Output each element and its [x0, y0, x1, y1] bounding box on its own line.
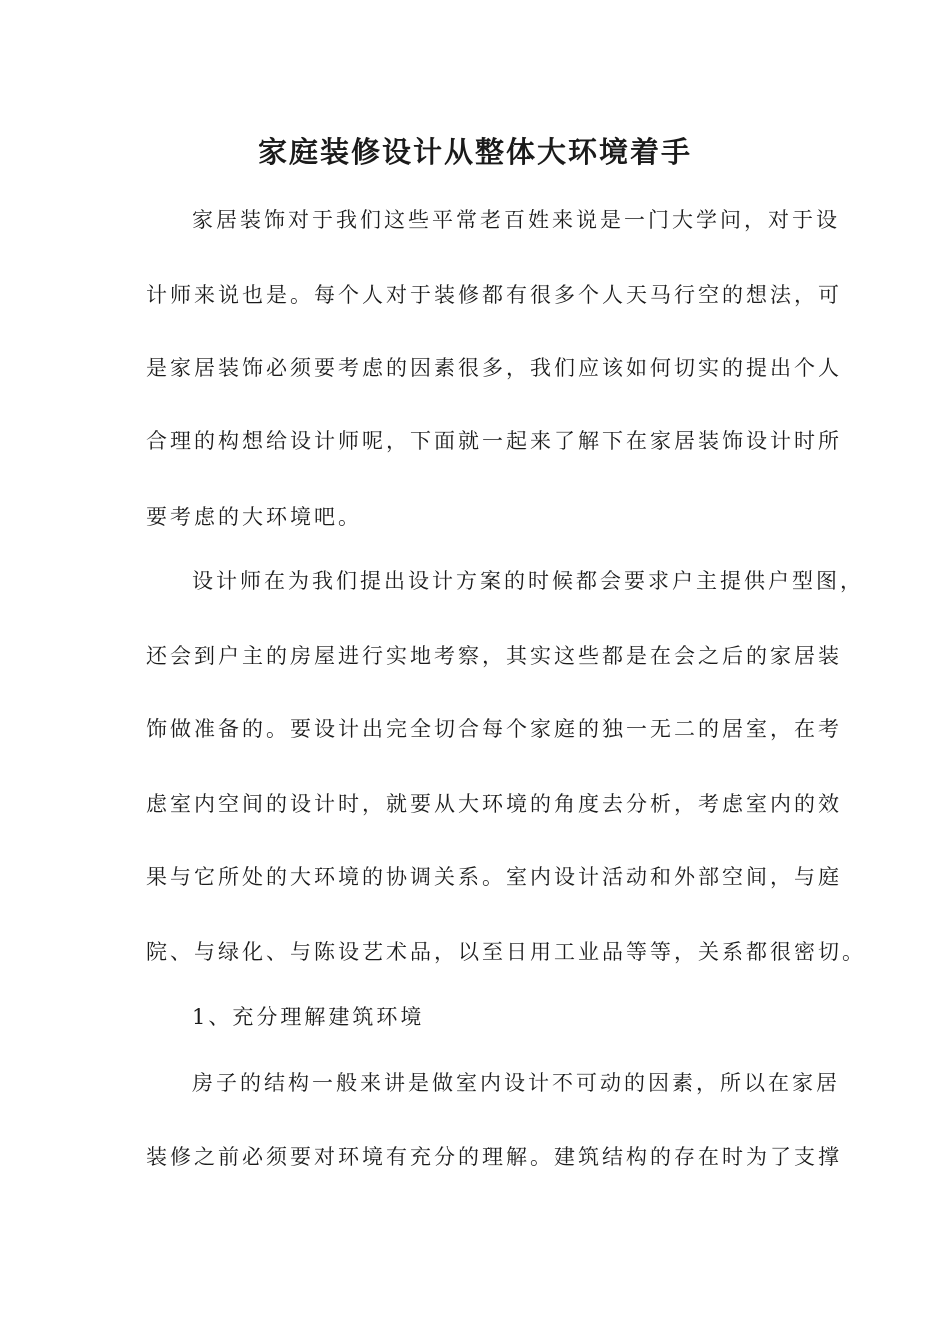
paragraph-line: 合理的构想给设计师呢，下面就一起来了解下在家居装饰设计时所	[146, 429, 842, 453]
paragraph-line: 要考虑的大环境吧。	[146, 505, 362, 529]
paragraph-line: 果与它所处的大环境的协调关系。室内设计活动和外部空间，与庭	[146, 865, 842, 889]
paragraph-line: 是家居装饰必须要考虑的因素很多，我们应该如何切实的提出个人	[146, 356, 842, 380]
paragraph-line: 计师来说也是。每个人对于装修都有很多个人天马行空的想法，可	[146, 283, 842, 307]
paragraph-line: 还会到户主的房屋进行实地考察，其实这些都是在会之后的家居装	[146, 644, 842, 668]
paragraph-line: 饰做准备的。要设计出完全切合每个家庭的独一无二的居室，在考	[146, 717, 842, 741]
paragraph-line: 院、与绿化、与陈设艺术品，以至日用工业品等等，关系都很密切。	[146, 940, 866, 964]
paragraph-line: 设计师在为我们提出设计方案的时候都会要求户主提供户型图，	[192, 569, 864, 593]
paragraph-line: 装修之前必须要对环境有充分的理解。建筑结构的存在时为了支撑	[146, 1145, 842, 1169]
document-title: 家庭装修设计从整体大环境着手	[257, 135, 692, 169]
paragraph-line: 虑室内空间的设计时，就要从大环境的角度去分析，考虑室内的效	[146, 792, 842, 816]
paragraph-line: 家居装饰对于我们这些平常老百姓来说是一门大学问，对于设	[192, 208, 840, 232]
paragraph-line: 房子的结构一般来讲是做室内设计不可动的因素，所以在家居	[192, 1071, 840, 1095]
section-heading: 1、充分理解建筑环境	[192, 1005, 425, 1029]
